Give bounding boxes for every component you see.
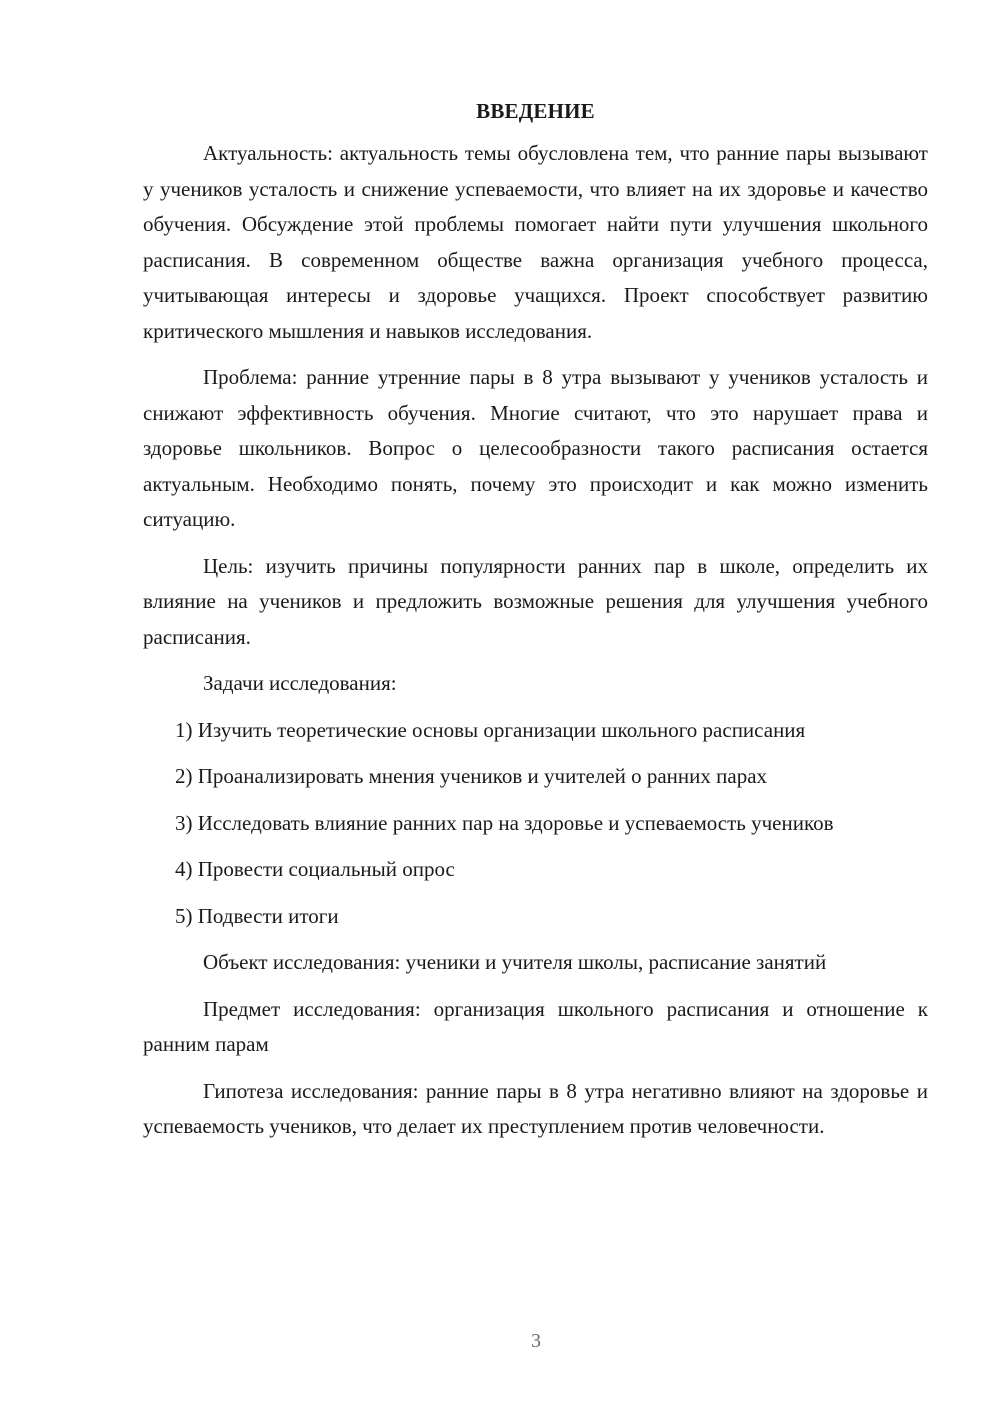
relevance-paragraph: Актуальность: актуальность темы обусловлена тем, что ранние пары вызывают у учеников усталость и снижение успеваемости, что влияет на их здоровье и качество обучения. Обсуждение этой проблемы помогает найти пути улучшения школьного расписания. В современном обществе важна организация учебного процесса, учитывающая интересы и здоровье учащихся. Проект способствует развитию критического мышления и навыков исследования. — [143, 141, 928, 343]
task-item-2: 2) Проанализировать мнения учеников и учителей о ранних парах — [175, 764, 768, 788]
page-number: 3 — [531, 1330, 541, 1352]
hypothesis-paragraph: Гипотеза исследования: ранние пары в 8 утра негативно влияют на здоровье и успеваемость учеников, что делает их преступлением против человечности. — [143, 1078, 928, 1138]
subject-paragraph: Предмет исследования: организация школьного расписания и отношение к ранним парам — [143, 996, 928, 1056]
task-item-3: 3) Исследовать влияние ранних пар на здоровье и успеваемость учеников — [175, 810, 834, 835]
problem-paragraph: Проблема: ранние утренние пары в 8 утра вызывают у учеников усталость и снижают эффективность обучения. Многие считают, что это нарушает права и здоровье школьников. Вопрос о целесообразности такого расписания остается актуальным. Необходимо понять, почему это происходит и как можно изменить ситуацию. — [143, 365, 928, 531]
section-title: ВВЕДЕНИЕ — [476, 99, 595, 123]
tasks-heading: Задачи исследования: — [203, 671, 397, 695]
page-content — [143, 96, 928, 1156]
task-item-1: 1) Изучить теоретические основы организации школьного расписания — [175, 717, 806, 742]
task-item-4: 4) Провести социальный опрос — [175, 857, 455, 881]
task-item-5: 5) Подвести итоги — [175, 903, 339, 928]
goal-paragraph: Цель: изучить причины популярности ранних пар в школе, определить их влияние на учеников и предложить возможные решения для улучшения учебного расписания. — [143, 553, 928, 649]
object-paragraph: Объект исследования: ученики и учителя школы, расписание занятий — [203, 950, 827, 974]
